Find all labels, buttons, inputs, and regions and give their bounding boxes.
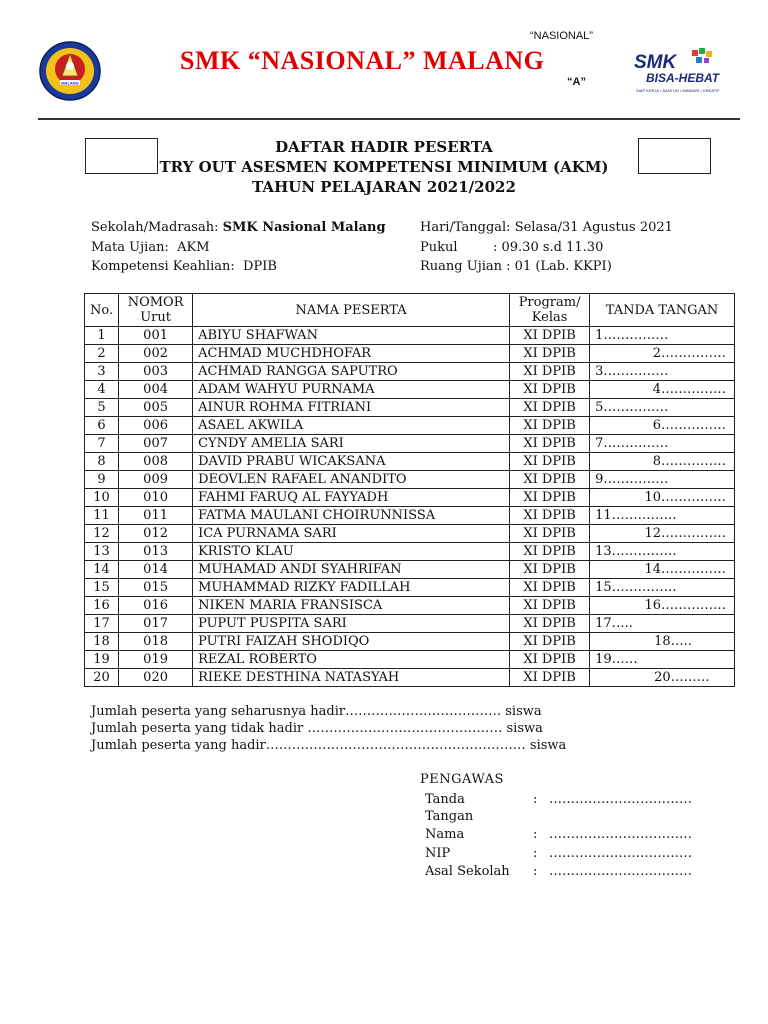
table-row (85, 489, 735, 507)
pengawas-nama-colon: : (533, 827, 538, 842)
row-sign-cell: 8…………… (590, 453, 735, 471)
table-row (85, 615, 735, 633)
row-no-cell: 17 (85, 615, 119, 633)
info-pukul-label: Pukul (420, 240, 458, 255)
row-sign-cell: 19…… (590, 651, 735, 669)
pengawas-nama-field: …………………………… (549, 827, 692, 842)
row-kelas-cell: XI DPIB (510, 597, 590, 615)
row-urut-cell: 007 (119, 435, 193, 453)
row-kelas-cell: XI DPIB (510, 417, 590, 435)
table-row (85, 597, 735, 615)
row-no-cell: 1 (85, 327, 119, 345)
row-name-cell: NIKEN MARIA FRANSISCA (193, 597, 510, 615)
info-mapel (91, 240, 210, 255)
kompetensi-label: Kompetensi Keahlian: (91, 259, 235, 274)
row-name-cell: MUHAMAD ANDI SYAHRIFAN (193, 561, 510, 579)
row-kelas-cell: XI DPIB (510, 381, 590, 399)
row-sign-cell: 4…………… (590, 381, 735, 399)
hari-label: Hari/Tanggal: (420, 220, 511, 235)
kelas-header-line2: Kelas (531, 310, 568, 325)
pengawas-nip-colon: : (533, 846, 538, 861)
info-ruang (420, 259, 612, 274)
row-no-cell: 18 (85, 633, 119, 651)
table-row (85, 543, 735, 561)
row-kelas-cell: XI DPIB (510, 453, 590, 471)
sekolah-value: SMK Nasional Malang (222, 220, 386, 235)
pengawas-nip-label: NIP (425, 846, 451, 861)
info-pukul-value: : 09.30 s.d 11.30 (493, 240, 604, 255)
row-kelas-cell: XI DPIB (510, 471, 590, 489)
pengawas-heading: PENGAWAS (420, 772, 504, 787)
row-kelas-cell: XI DPIB (510, 327, 590, 345)
row-sign-cell: 12…………… (590, 525, 735, 543)
row-name-cell: ACHMAD MUCHDHOFAR (193, 345, 510, 363)
row-sign-cell: 17….. (590, 615, 735, 633)
info-hari (420, 220, 673, 235)
row-urut-cell: 020 (119, 669, 193, 687)
col-header-no: No. (85, 294, 119, 327)
row-sign-cell: 20……… (590, 669, 735, 687)
header-divider (38, 118, 740, 120)
row-kelas-cell: XI DPIB (510, 435, 590, 453)
pengawas-tanda-label-1: Tanda (425, 792, 465, 807)
row-kelas-cell: XI DPIB (510, 651, 590, 669)
table-row (85, 525, 735, 543)
row-no-cell: 11 (85, 507, 119, 525)
row-sign-cell: 9…………… (590, 471, 735, 489)
row-name-cell: ADAM WAHYU PURNAMA (193, 381, 510, 399)
table-row (85, 399, 735, 417)
row-sign-cell: 18….. (590, 633, 735, 651)
row-kelas-cell: XI DPIB (510, 363, 590, 381)
pengawas-tanda-field: …………………………… (549, 792, 692, 807)
row-sign-cell: 2…………… (590, 345, 735, 363)
row-kelas-cell: XI DPIB (510, 489, 590, 507)
row-sign-cell: 7…………… (590, 435, 735, 453)
mapel-label: Mata Ujian: (91, 240, 169, 255)
urut-header-line2: Urut (140, 310, 171, 325)
header-top-tag: “NASIONAL” (530, 30, 593, 42)
hari-value: Selasa/31 Agustus 2021 (514, 220, 673, 235)
pengawas-nip-field: …………………………… (549, 846, 692, 861)
logo-tagline: SIAP KERJA • SANTUN • MANDIRI • KREATIF (636, 88, 720, 93)
row-urut-cell: 011 (119, 507, 193, 525)
kompetensi-value: DPIB (243, 259, 277, 274)
table-row (85, 633, 735, 651)
col-header-sign: TANDA TANGAN (590, 294, 735, 327)
row-sign-cell: 14…………… (590, 561, 735, 579)
row-urut-cell: 003 (119, 363, 193, 381)
title-line-1: DAFTAR HADIR PESERTA (275, 138, 493, 156)
row-urut-cell: 018 (119, 633, 193, 651)
ruang-label: Ruang Ujian : (420, 259, 511, 274)
pengawas-tanda-colon: : (533, 792, 538, 807)
row-sign-cell: 10…………… (590, 489, 735, 507)
row-name-cell: REZAL ROBERTO (193, 651, 510, 669)
table-row (85, 579, 735, 597)
row-no-cell: 5 (85, 399, 119, 417)
row-no-cell: 19 (85, 651, 119, 669)
row-urut-cell: 019 (119, 651, 193, 669)
row-sign-cell: 16…………… (590, 597, 735, 615)
row-kelas-cell: XI DPIB (510, 525, 590, 543)
ruang-value: 01 (Lab. KKPI) (514, 259, 612, 274)
attendance-table (84, 293, 735, 687)
row-sign-cell: 5…………… (590, 399, 735, 417)
pengawas-tanda-label-2: Tangan (425, 809, 474, 824)
row-sign-cell: 13…………… (590, 543, 735, 561)
row-no-cell: 20 (85, 669, 119, 687)
mapel-value: AKM (177, 240, 210, 255)
kelas-header-line1: Program/ (518, 295, 581, 310)
urut-header-line1: NOMOR (127, 295, 184, 310)
row-urut-cell: 001 (119, 327, 193, 345)
row-sign-cell: 3…………… (590, 363, 735, 381)
table-row (85, 651, 735, 669)
row-name-cell: FATMA MAULANI CHOIRUNNISSA (193, 507, 510, 525)
row-sign-cell: 11…………… (590, 507, 735, 525)
row-sign-cell: 15…………… (590, 579, 735, 597)
summary-absent: Jumlah peserta yang tidak hadir ……………………………………… siswa (91, 721, 543, 736)
row-kelas-cell: XI DPIB (510, 669, 590, 687)
title-line-2: TRY OUT ASESMEN KOMPETENSI MINIMUM (AKM) (159, 158, 609, 176)
row-urut-cell: 005 (119, 399, 193, 417)
logo-bisa-hebat-text: BISA-HEBAT (646, 71, 720, 85)
row-name-cell: ACHMAD RANGGA SAPUTRO (193, 363, 510, 381)
row-name-cell: MUHAMMAD RIZKY FADILLAH (193, 579, 510, 597)
row-name-cell: ABIYU SHAFWAN (193, 327, 510, 345)
info-kompetensi (91, 259, 277, 274)
row-kelas-cell: XI DPIB (510, 615, 590, 633)
row-no-cell: 10 (85, 489, 119, 507)
col-header-name: NAMA PESERTA (193, 294, 510, 327)
summary-expected: Jumlah peserta yang seharusnya hadir……………………………… siswa (91, 704, 542, 719)
row-sign-cell: 6…………… (590, 417, 735, 435)
row-kelas-cell: XI DPIB (510, 579, 590, 597)
row-no-cell: 13 (85, 543, 119, 561)
pengawas-asal-colon: : (533, 864, 538, 879)
row-no-cell: 7 (85, 435, 119, 453)
row-urut-cell: 012 (119, 525, 193, 543)
row-kelas-cell: XI DPIB (510, 507, 590, 525)
pengawas-asal-field: …………………………… (549, 864, 692, 879)
row-no-cell: 14 (85, 561, 119, 579)
row-urut-cell: 014 (119, 561, 193, 579)
row-name-cell: KRISTO KLAU (193, 543, 510, 561)
table-row (85, 453, 735, 471)
row-no-cell: 6 (85, 417, 119, 435)
row-no-cell: 3 (85, 363, 119, 381)
row-urut-cell: 016 (119, 597, 193, 615)
table-row (85, 417, 735, 435)
table-row (85, 507, 735, 525)
sekolah-label: Sekolah/Madrasah: (91, 220, 219, 235)
row-urut-cell: 009 (119, 471, 193, 489)
row-kelas-cell: XI DPIB (510, 633, 590, 651)
row-no-cell: 12 (85, 525, 119, 543)
row-urut-cell: 017 (119, 615, 193, 633)
table-row (85, 435, 735, 453)
table-row (85, 345, 735, 363)
row-urut-cell: 002 (119, 345, 193, 363)
school-emblem-logo (38, 40, 102, 102)
pengawas-asal-label: Asal Sekolah (425, 864, 510, 879)
col-header-urut (119, 294, 193, 327)
row-kelas-cell: XI DPIB (510, 543, 590, 561)
row-name-cell: ASAEL AKWILA (193, 417, 510, 435)
row-urut-cell: 008 (119, 453, 193, 471)
row-no-cell: 4 (85, 381, 119, 399)
row-name-cell: PUTRI FAIZAH SHODIQO (193, 633, 510, 651)
table-row (85, 363, 735, 381)
table-row (85, 561, 735, 579)
row-name-cell: RIEKE DESTHINA NATASYAH (193, 669, 510, 687)
row-no-cell: 8 (85, 453, 119, 471)
school-name-heading: SMK “NASIONAL” MALANG (180, 46, 545, 75)
row-name-cell: DAVID PRABU WICAKSANA (193, 453, 510, 471)
table-row (85, 381, 735, 399)
row-urut-cell: 015 (119, 579, 193, 597)
table-header-row (85, 294, 735, 327)
row-kelas-cell: XI DPIB (510, 345, 590, 363)
row-no-cell: 9 (85, 471, 119, 489)
row-name-cell: CYNDY AMELIA SARI (193, 435, 510, 453)
row-name-cell: DEOVLEN RAFAEL ANANDITO (193, 471, 510, 489)
col-header-kelas (510, 294, 590, 327)
logo-smk-text: SMK (634, 52, 677, 73)
row-no-cell: 2 (85, 345, 119, 363)
emblem-caption: MALANG (61, 80, 79, 86)
smk-bisa-hebat-logo (632, 46, 730, 96)
row-name-cell: AINUR ROHMA FITRIANI (193, 399, 510, 417)
row-urut-cell: 006 (119, 417, 193, 435)
title-line-3: TAHUN PELAJARAN 2021/2022 (252, 178, 516, 196)
summary-present: Jumlah peserta yang hadir…………………………………………………… siswa (91, 738, 567, 753)
pengawas-nama-label: Nama (425, 827, 465, 842)
row-no-cell: 15 (85, 579, 119, 597)
row-kelas-cell: XI DPIB (510, 399, 590, 417)
row-urut-cell: 013 (119, 543, 193, 561)
row-name-cell: ICA PURNAMA SARI (193, 525, 510, 543)
table-row (85, 327, 735, 345)
header-class-tag: “A” (567, 76, 586, 88)
row-name-cell: PUPUT PUSPITA SARI (193, 615, 510, 633)
row-name-cell: FAHMI FARUQ AL FAYYADH (193, 489, 510, 507)
row-sign-cell: 1…………… (590, 327, 735, 345)
table-row (85, 669, 735, 687)
row-urut-cell: 010 (119, 489, 193, 507)
info-sekolah (91, 220, 386, 235)
row-kelas-cell: XI DPIB (510, 561, 590, 579)
row-urut-cell: 004 (119, 381, 193, 399)
row-no-cell: 16 (85, 597, 119, 615)
table-row (85, 471, 735, 489)
